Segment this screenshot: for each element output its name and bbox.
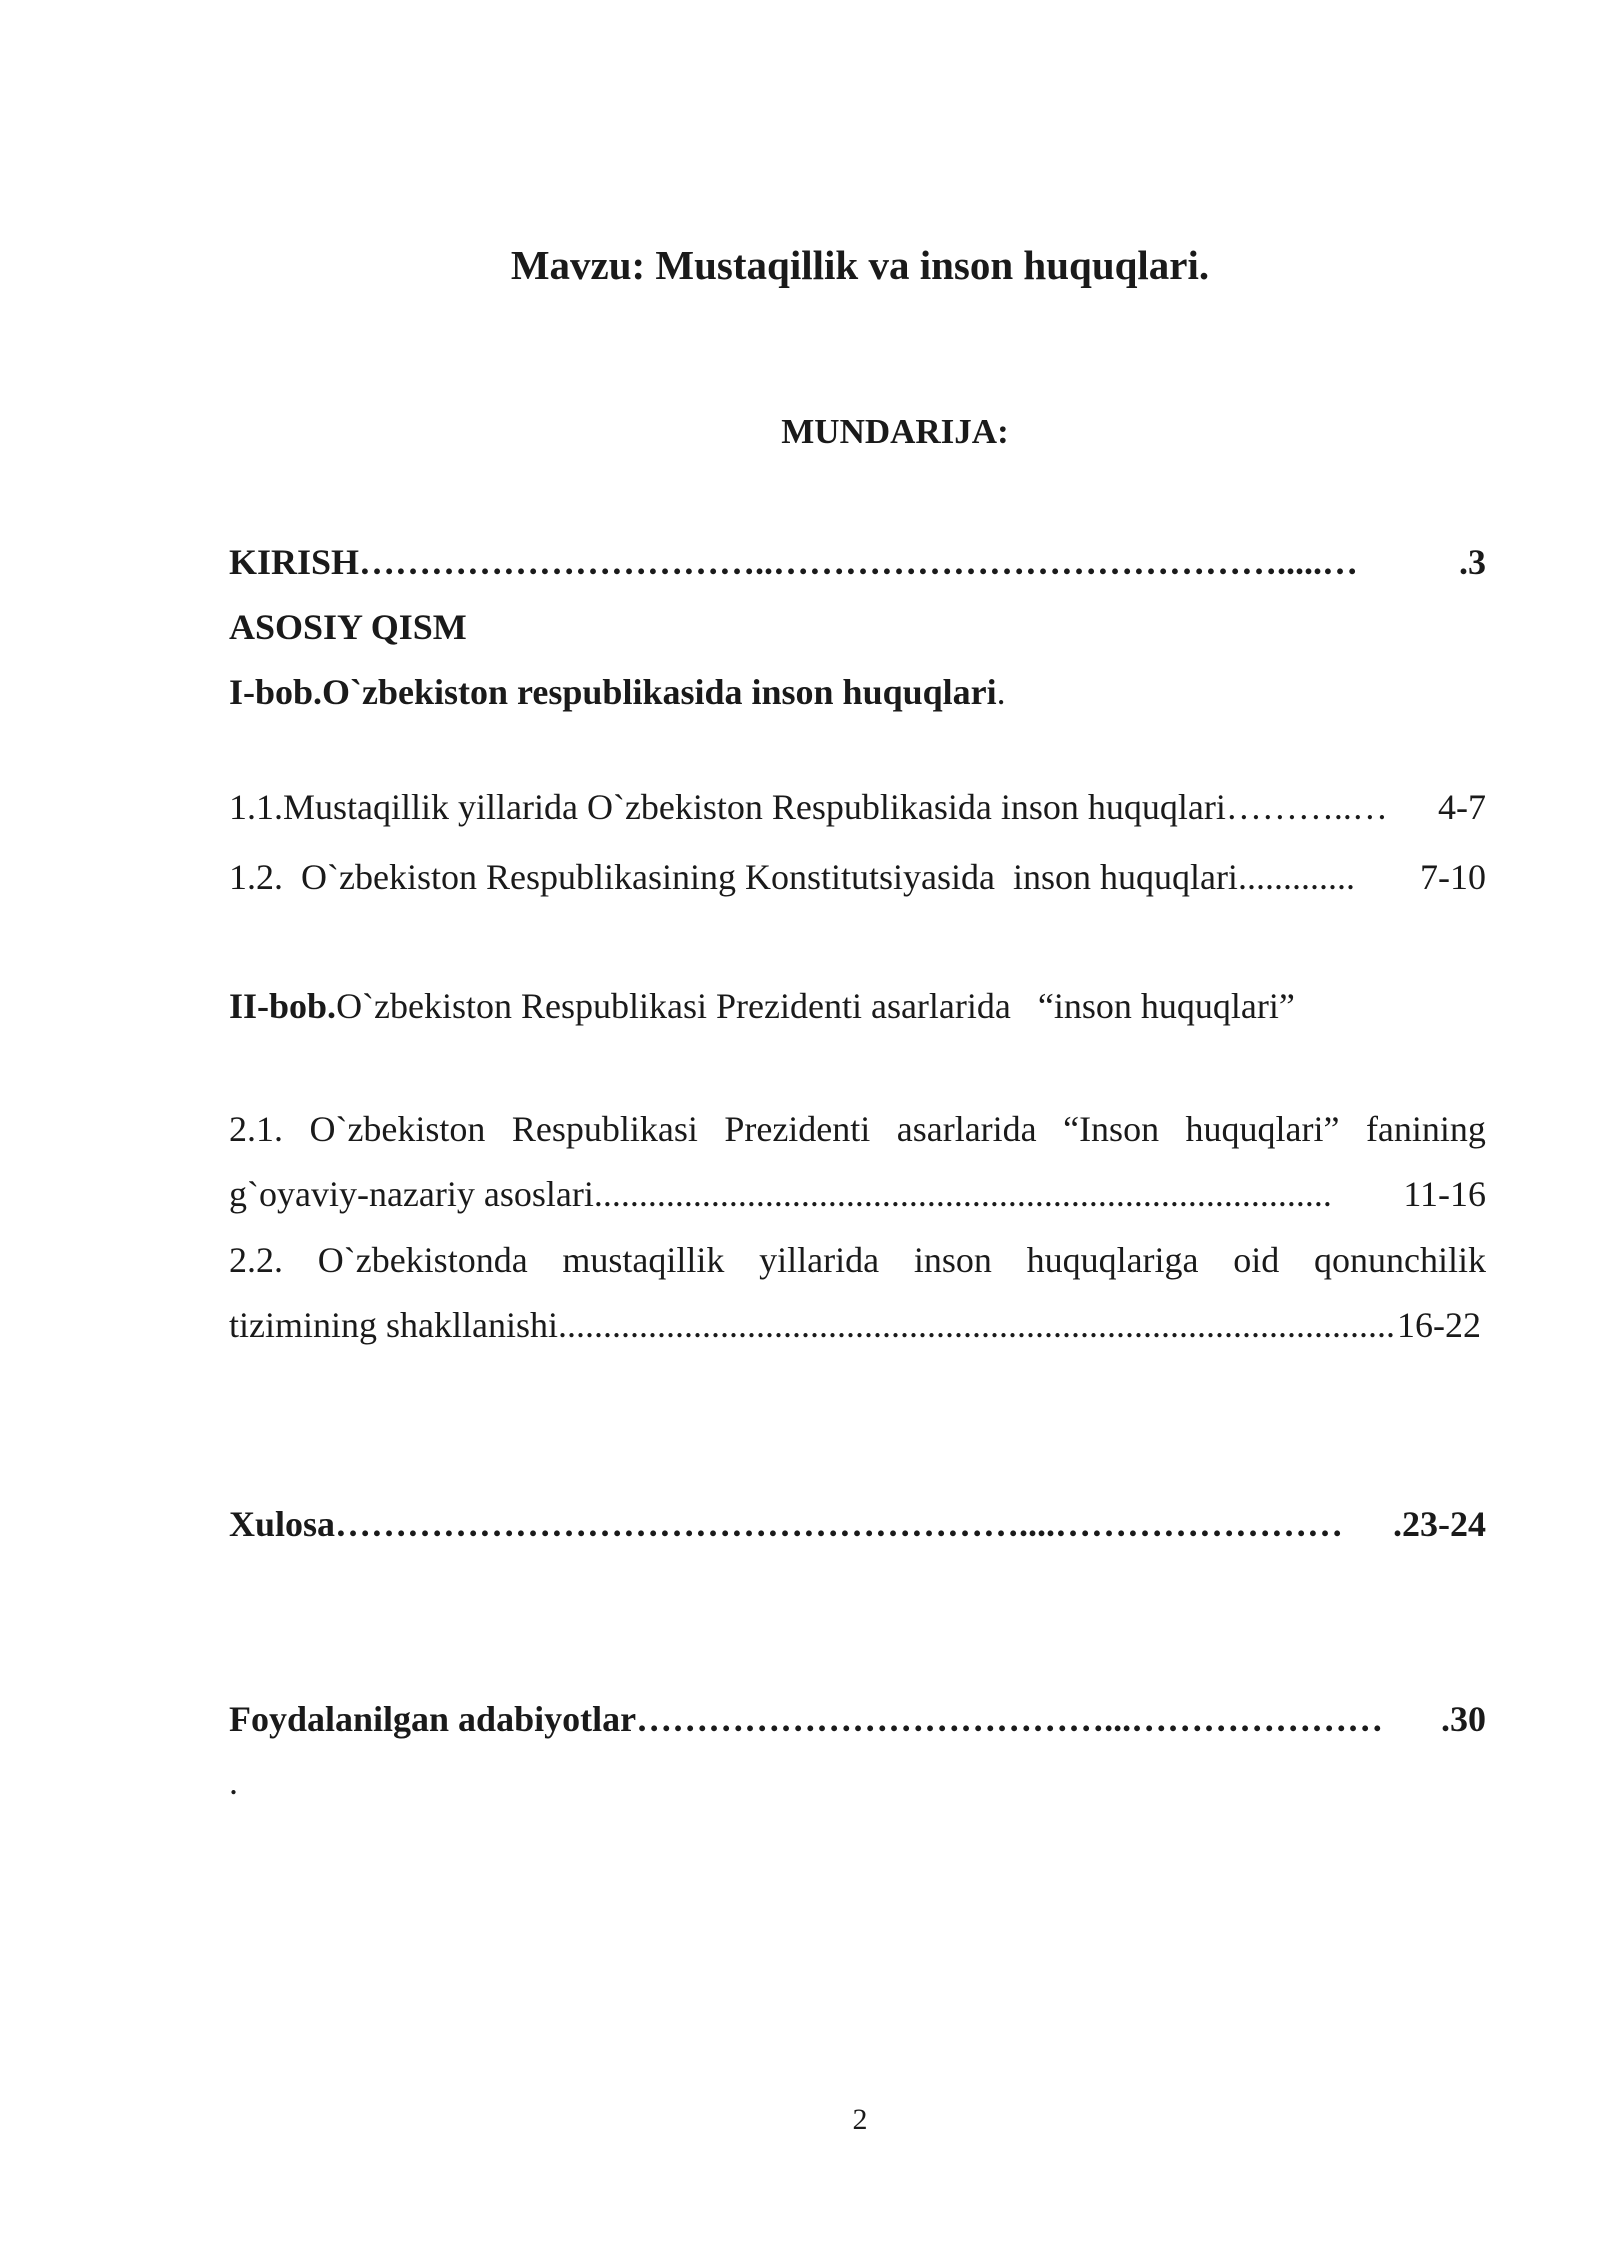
toc-page-number: 7-10: [1420, 857, 1486, 897]
word: 2.2.: [229, 1240, 283, 1280]
toc-chapter-1: [229, 670, 1486, 714]
toc-entry-label: tizimining shakllanishi: [229, 1305, 558, 1345]
toc-leader: .............................................................................................: [557, 1305, 1395, 1345]
word: Respublikasi: [511, 1109, 698, 1149]
word: fanining: [1365, 1109, 1486, 1149]
document-title: Mavzu: Mustaqillik va inson huquqlari.: [510, 242, 1210, 288]
toc-page-number: .3: [1459, 542, 1486, 582]
toc-page-number: 4-7: [1438, 787, 1486, 827]
chapter-title: O`zbekiston Respublikasi Prezidenti asarlarida “inson huquqlari”: [336, 986, 1295, 1026]
toc-page-number: 11-16: [1403, 1174, 1486, 1214]
toc-entry-2-2-line2: [229, 1303, 1481, 1347]
toc-entry-kirish: [229, 540, 1486, 584]
page-number: 2: [852, 2103, 868, 2136]
chapter-title: O`zbekiston respublikasida inson huquqlari: [322, 672, 997, 712]
toc-entry-1-2: [229, 855, 1486, 899]
word: qonunchilik: [1314, 1240, 1486, 1280]
word: Prezidenti: [724, 1109, 871, 1149]
word: O`zbekiston: [309, 1109, 486, 1149]
toc-entry-2-2-line1: [229, 1238, 1486, 1282]
toc-leader: …………………………………...…………………: [636, 1699, 1384, 1739]
word: 2.1.: [229, 1109, 283, 1149]
word: yillarida: [759, 1240, 880, 1280]
toc-section-asosiy-qism: ASOSIY QISM: [229, 607, 467, 647]
toc-leader: ..................................................................................: [593, 1174, 1332, 1214]
toc-entry-label: g`oyaviy-nazariy asoslari: [229, 1174, 594, 1214]
toc-leader: ………..…: [1225, 787, 1388, 827]
toc-heading: MUNDARIJA:: [781, 412, 1009, 451]
chapter-suffix: .: [996, 672, 1006, 712]
trailing-dot: .: [229, 1762, 238, 1802]
toc-leader: …………………………………………………....……………………: [335, 1504, 1344, 1544]
toc-page-number: .30: [1441, 1699, 1486, 1739]
toc-leader: .............: [1237, 857, 1355, 897]
chapter-prefix: II-bob.: [229, 986, 337, 1026]
toc-page-number: 16-22: [1397, 1305, 1481, 1345]
toc-entry-xulosa: [229, 1502, 1486, 1546]
toc-chapter-2: [229, 984, 1486, 1028]
toc-entry-label: Xulosa: [229, 1504, 336, 1544]
word: inson: [913, 1240, 992, 1280]
word: huquqlari”: [1185, 1109, 1340, 1149]
word: asarlarida: [896, 1109, 1037, 1149]
word: mustaqillik: [562, 1240, 725, 1280]
toc-entry-label: Foydalanilgan adabiyotlar: [229, 1699, 637, 1739]
toc-entry-label: 1.1.Mustaqillik yillarida O`zbekiston Respublikasida inson huquqlari: [229, 787, 1226, 827]
word: oid: [1233, 1240, 1280, 1280]
toc-leader: ……………………………..…………………………………….....…: [359, 542, 1359, 582]
toc-entry-label: KIRISH: [229, 542, 360, 582]
chapter-prefix: I-bob.: [229, 672, 323, 712]
word: “Inson: [1063, 1109, 1160, 1149]
toc-entry-adabiyotlar: [229, 1697, 1486, 1741]
toc-entry-2-1-line1: [229, 1107, 1486, 1151]
toc-entry-2-1-line2: [229, 1172, 1486, 1216]
word: O`zbekistonda: [317, 1240, 528, 1280]
toc-entry-1-1: [229, 785, 1486, 829]
word: huquqlariga: [1026, 1240, 1199, 1280]
toc-page-number: .23-24: [1393, 1504, 1486, 1544]
toc-entry-label: 1.2. O`zbekiston Respublikasining Konstitutsiyasida inson huquqlari: [229, 857, 1238, 897]
